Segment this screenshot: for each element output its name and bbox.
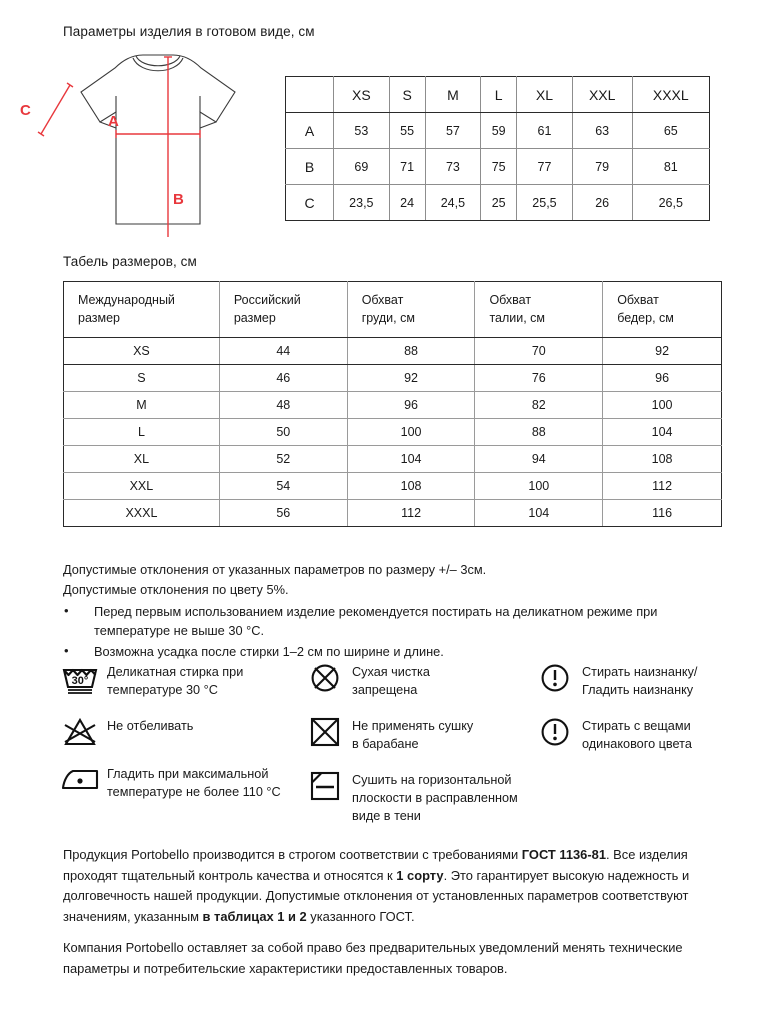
note-first-wash: Перед первым использованием изделие рекомендуется постирать на деликатном режиме при температуре не выше 30 °С. [94,603,658,638]
col-header-l: L [481,77,517,113]
cell-a-m: 57 [425,113,481,149]
svg-text:C: C [20,102,31,119]
cell-size-ru-3: 50 [219,419,347,446]
care-text-no-tumble-dry: Не применять сушку в барабане [352,719,474,752]
cell-hips-2: 100 [603,392,722,419]
cell-size-intl-4: XL [64,446,220,473]
cell-size-intl-3: L [64,419,220,446]
col-header-s: S [389,77,425,113]
col-header-chest: Обхват груди, см [347,282,475,338]
cell-size-intl-6: XXXL [64,500,220,527]
care-item-no-tumble-dry [305,716,535,753]
gost-grade-label: 1 сорту [396,867,444,883]
table-row [286,185,710,221]
care-text-wash-delicate: Деликатная стирка при температуре 30 °С [107,665,244,698]
bullet-icon: • [64,643,69,659]
gost-tables-label: в таблицах 1 и 2 [202,908,307,924]
care-text-wash-same-colors: Стирать с вещами одинакового цвета [582,719,692,752]
cell-b-s: 71 [389,149,425,185]
page-title-product-params: Параметры изделия в готовом виде, см [63,24,315,39]
cell-chest-2: 96 [347,392,475,419]
disclaimer-paragraph: Компания Portobello оставляет за собой право без предварительных уведомлений менять технические параметры и потребительские характеристики предоставленных товаров. [63,940,683,976]
list-item [63,602,723,640]
gost-paragraph [63,845,727,928]
care-item-iron [60,764,305,801]
cell-chest-4: 104 [347,446,475,473]
wash-30-delicate-icon [60,662,107,695]
care-text-no-bleach: Не отбеливать [107,719,194,734]
table-row [64,419,722,446]
cell-waist-2: 82 [475,392,603,419]
cell-waist-3: 88 [475,419,603,446]
col-header-xl: XL [517,77,573,113]
care-item-no-bleach [60,716,305,747]
attention-icon [535,662,582,693]
care-item-wash-same-colors [535,716,760,753]
note-tolerance-color: Допустимые отклонения по цвету 5%. [63,581,289,597]
table-header-row [286,77,710,113]
page-title-size-chart: Табель размеров, см [63,254,197,269]
cell-b-xxl: 79 [572,149,632,185]
cell-b-l: 75 [481,149,517,185]
cell-size-ru-4: 52 [219,446,347,473]
gost-text-1: Продукция Portobello производится в строгом соответствии с требованиями [63,847,522,862]
col-header-xxl: XXL [572,77,632,113]
col-header-international-size: Международный размер [64,282,220,338]
gost-text-4: указанного ГОСТ. [306,908,415,924]
cell-a-xxl: 63 [572,113,632,149]
care-text-no-dry-clean: Сухая чистка запрещена [352,665,430,698]
row-label-b: B [286,149,334,185]
table-row [286,113,710,149]
table-row [64,446,722,473]
row-label-a: A [286,113,334,149]
cell-hips-4: 108 [603,446,722,473]
care-column-1 [60,662,305,818]
cell-b-xl: 77 [517,149,573,185]
cell-size-ru-0: 44 [219,338,347,365]
col-header-xxxl: XXXL [632,77,709,113]
attention-icon [535,716,582,747]
cell-c-xxl: 26 [572,185,632,221]
cell-size-intl-2: M [64,392,220,419]
table-row [64,365,722,392]
cell-a-xxxl: 65 [632,113,709,149]
cell-a-s: 55 [389,113,425,149]
care-item-dry-flat-shade [305,770,535,825]
svg-text:30°: 30° [71,675,89,687]
tshirt-diagram [20,52,280,237]
cell-chest-0: 88 [347,338,475,365]
care-text-dry-flat-shade: Сушить на горизонтальной плоскости в расправленном виде в тени [352,773,518,824]
gost-standard-label: ГОСТ 1136-81 [521,847,606,862]
gost-text-3: . Это гарантирует высокую надежность и долговечность нашей продукции. Допустимые отклонения от установленных параметров соответствуют значениям, указанным [63,867,690,924]
care-column-3 [535,662,760,770]
measurements-table [285,76,710,221]
cell-c-xl: 25,5 [517,185,573,221]
cell-c-m: 24,5 [425,185,481,221]
cell-hips-0: 92 [603,338,722,365]
cell-hips-6: 116 [603,500,722,527]
care-item-wash-inside-out [535,662,760,699]
row-label-c: C [286,185,334,221]
cell-b-m: 73 [425,149,481,185]
care-item-wash-delicate [60,662,305,699]
cell-c-s: 24 [389,185,425,221]
table-row [64,473,722,500]
iron-low-temp-icon [60,764,107,793]
notes-block [63,560,723,661]
cell-size-intl-1: S [64,365,220,392]
note-shrinkage: Возможна усадка после стирки 1–2 см по ширине и длине. [94,644,444,660]
svg-text:A: A [108,113,119,130]
cell-c-l: 25 [481,185,517,221]
col-header-m: M [425,77,481,113]
bullet-icon: • [64,602,69,618]
table-row [286,149,710,185]
cell-size-ru-2: 48 [219,392,347,419]
cell-chest-1: 92 [347,365,475,392]
cell-chest-3: 100 [347,419,475,446]
list-item [63,642,723,661]
cell-waist-4: 94 [475,446,603,473]
notes-list [63,602,723,662]
cell-size-intl-0: XS [64,338,220,365]
col-header-hips: Обхват бедер, см [603,282,722,338]
table-row [64,338,722,365]
do-not-bleach-icon [60,716,107,747]
col-header-russian-size: Российский размер [219,282,347,338]
cell-waist-0: 70 [475,338,603,365]
col-header-waist: Обхват талии, см [475,282,603,338]
col-header-xs: XS [334,77,390,113]
cell-hips-5: 112 [603,473,722,500]
table-row [64,392,722,419]
cell-hips-3: 104 [603,419,722,446]
note-tolerance-size: Допустимые отклонения от указанных параметров по размеру +/– 3см. [63,562,487,577]
table-header-row [64,282,722,338]
do-not-dry-clean-icon [305,662,352,693]
cell-waist-6: 104 [475,500,603,527]
svg-text:B: B [173,191,184,208]
dry-flat-in-shade-icon [305,770,352,801]
cell-size-ru-1: 46 [219,365,347,392]
table-row [64,500,722,527]
size-chart-table [63,281,722,527]
cell-b-xxxl: 81 [632,149,709,185]
cell-waist-5: 100 [475,473,603,500]
table-corner-cell [286,77,334,113]
cell-size-intl-5: XXL [64,473,220,500]
cell-a-xl: 61 [517,113,573,149]
care-column-2 [305,662,535,842]
care-item-no-dry-clean [305,662,535,699]
cell-size-ru-5: 54 [219,473,347,500]
cell-c-xs: 23,5 [334,185,390,221]
cell-chest-5: 108 [347,473,475,500]
care-text-wash-inside-out: Стирать наизнанку/ Гладить наизнанку [582,665,698,698]
cell-c-xxxl: 26,5 [632,185,709,221]
cell-chest-6: 112 [347,500,475,527]
cell-a-l: 59 [481,113,517,149]
cell-b-xs: 69 [334,149,390,185]
cell-size-ru-6: 56 [219,500,347,527]
cell-a-xs: 53 [334,113,390,149]
gost-text-2: . Все изделия проходят тщательный контроль качества и относятся к [63,847,688,883]
care-text-iron: Гладить при максимальной температуре не более 110 °С [107,767,281,800]
do-not-tumble-dry-icon [305,716,352,747]
cell-hips-1: 96 [603,365,722,392]
cell-waist-1: 76 [475,365,603,392]
